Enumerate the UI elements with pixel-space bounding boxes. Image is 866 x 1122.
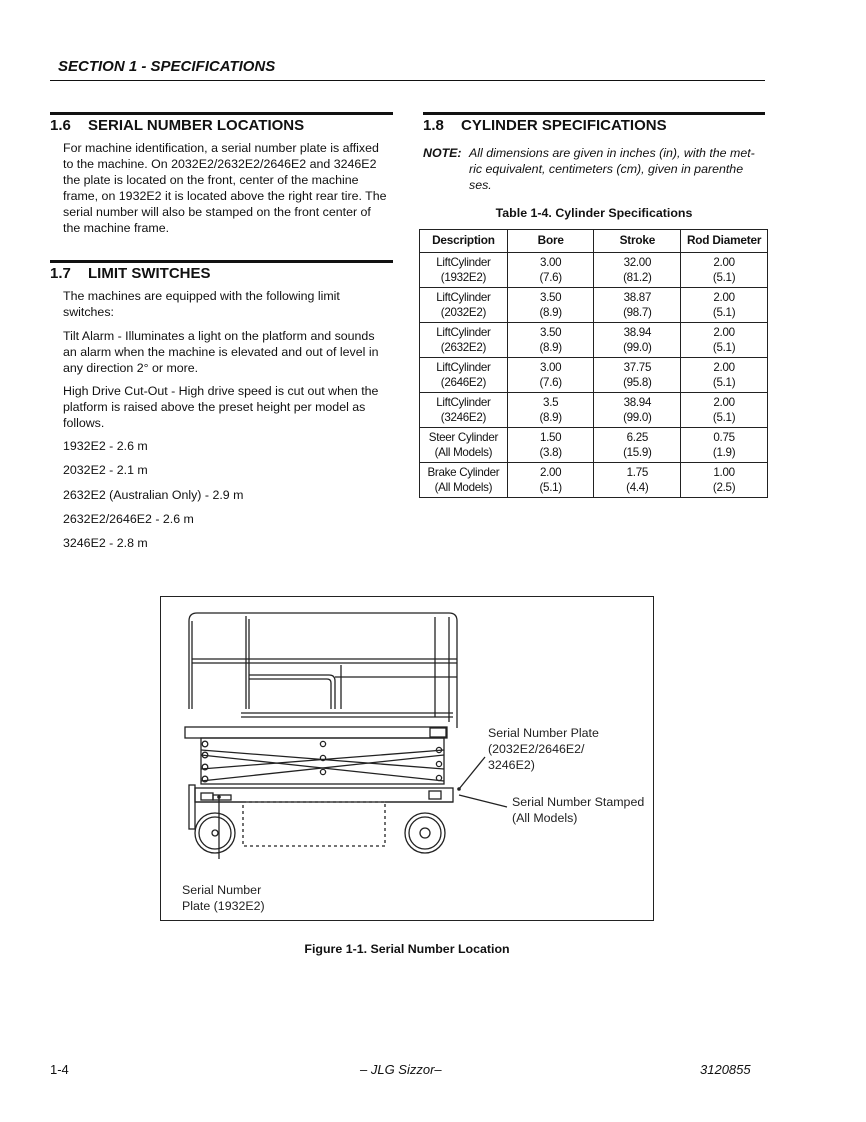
table-row	[420, 253, 768, 288]
label-line: (All Models)	[512, 811, 578, 825]
section-number: 1.8	[423, 117, 444, 134]
cell-line: (3.8)	[539, 446, 562, 459]
note-line: ric equivalent, centimeters (cm), given in parenthe	[469, 162, 744, 176]
cell-line: 37.75	[623, 360, 652, 374]
table-row	[420, 393, 768, 428]
section-1-6-rule	[50, 112, 393, 115]
column-header: Description	[420, 230, 508, 253]
cell-line: 3.50	[539, 325, 562, 339]
cell-line: LiftCylinder	[436, 360, 491, 374]
cell-line: 3.00	[539, 360, 562, 374]
section-title: LIMIT SWITCHES	[88, 265, 211, 282]
table-row	[420, 358, 768, 393]
stroke-cell	[594, 428, 681, 463]
cell-line: 32.00	[623, 255, 652, 269]
cell-line: (5.1)	[712, 271, 736, 284]
label-line: Serial Number Stamped	[512, 795, 645, 809]
cell-line: (8.9)	[539, 306, 562, 319]
body-line: frame, on 1932E2 it is located above the right rear tire. The	[63, 189, 387, 203]
body-line: For machine identification, a serial number plate is affixed	[63, 141, 379, 155]
column-header: Rod Diameter	[681, 230, 768, 253]
section-1-6-heading	[50, 117, 304, 134]
column-header: Stroke	[594, 230, 681, 253]
cell-line: (1932E2)	[440, 271, 487, 284]
cell-line: 2.00	[713, 290, 735, 304]
stroke-cell	[594, 358, 681, 393]
cell-line: 2.00	[539, 465, 562, 479]
stroke-cell	[594, 393, 681, 428]
bore-cell	[507, 323, 594, 358]
description-cell	[420, 323, 508, 358]
section-title: CYLINDER SPECIFICATIONS	[461, 117, 667, 134]
body-line: serial number will also be stamped on the front center of	[63, 205, 371, 219]
cell-line: (99.0)	[623, 341, 652, 354]
height-item: 2632E2/2646E2 - 2.6 m	[63, 512, 194, 526]
cell-line: (5.1)	[539, 481, 562, 494]
height-item: 2632E2 (Australian Only) - 2.9 m	[63, 488, 244, 502]
table-row	[420, 463, 768, 498]
stroke-cell	[594, 463, 681, 498]
height-item: 2032E2 - 2.1 m	[63, 463, 148, 477]
bore-cell	[507, 253, 594, 288]
body-line: the plate is located on the front, center of the machine	[63, 173, 359, 187]
body-line: platform is raised above the preset height per model as	[63, 400, 366, 414]
cell-line: (15.9)	[623, 446, 652, 459]
section-header: SECTION 1 - SPECIFICATIONS	[58, 58, 276, 75]
cell-line: (3246E2)	[440, 411, 487, 424]
scissor-arms	[201, 738, 444, 784]
cell-line: 0.75	[713, 430, 735, 444]
label-line: Serial Number Plate	[488, 726, 599, 740]
cell-line: (5.1)	[712, 306, 736, 319]
stroke-cell	[594, 323, 681, 358]
bore-cell	[507, 428, 594, 463]
cell-line: 6.25	[626, 430, 649, 444]
cell-line: 1.50	[539, 430, 562, 444]
cell-line: 38.94	[623, 325, 652, 339]
wheels	[195, 813, 445, 853]
cell-line: 38.94	[623, 395, 652, 409]
body-line: the machine frame.	[63, 221, 170, 235]
body-line: switches:	[63, 305, 114, 319]
cell-line: (5.1)	[712, 411, 736, 424]
cell-line: (8.9)	[539, 411, 562, 424]
cell-line: (4.4)	[626, 481, 649, 494]
cell-line: 38.87	[623, 290, 652, 304]
cell-line: 1.00	[713, 465, 735, 479]
body-line: any direction 2° or more.	[63, 361, 199, 375]
description-cell	[420, 428, 508, 463]
tilt-alarm-paragraph	[63, 328, 395, 376]
rod-diameter-cell	[681, 253, 768, 288]
rod-diameter-cell	[681, 393, 768, 428]
cell-line: Steer Cylinder	[428, 430, 499, 444]
figure-frame	[160, 596, 654, 921]
section-title: SERIAL NUMBER LOCATIONS	[88, 117, 305, 134]
body-line: to the machine. On 2032E2/2632E2/2646E2 and 3246E2	[63, 157, 377, 171]
cell-line: (All Models)	[434, 446, 493, 459]
rod-diameter-cell	[681, 323, 768, 358]
height-item: 3246E2 - 2.8 m	[63, 536, 148, 550]
body-line: follows.	[63, 416, 105, 430]
cell-line: (7.6)	[539, 376, 562, 389]
note	[423, 145, 768, 193]
section-number: 1.7	[50, 265, 71, 282]
platform-guardrail	[189, 613, 457, 728]
cell-line: LiftCylinder	[436, 325, 491, 339]
body-line: High Drive Cut-Out - High drive speed is cut out when the	[63, 384, 379, 398]
cell-line: 2.00	[713, 360, 735, 374]
cell-line: (7.6)	[539, 271, 562, 284]
cell-line: (5.1)	[712, 341, 736, 354]
chassis-frame	[189, 785, 453, 846]
note-label: NOTE:	[423, 146, 462, 160]
cell-line: 3.5	[543, 395, 559, 409]
cell-line: (95.8)	[623, 376, 652, 389]
cell-line: 2.00	[713, 325, 735, 339]
document-number: 3120855	[700, 1062, 751, 1077]
label-serial-plate	[488, 725, 599, 773]
bore-cell	[507, 288, 594, 323]
page-number: 1-4	[50, 1062, 69, 1077]
body-line: an alarm when the machine is elevated and out of level in	[63, 345, 379, 359]
cell-line: 3.00	[539, 255, 562, 269]
table-row	[420, 428, 768, 463]
description-cell	[420, 288, 508, 323]
cell-line: (2632E2)	[440, 341, 487, 354]
rod-diameter-cell	[681, 358, 768, 393]
bore-cell	[507, 358, 594, 393]
platform-deck	[185, 727, 447, 738]
cell-line: LiftCylinder	[436, 395, 491, 409]
table-row	[420, 323, 768, 358]
cell-line: (All Models)	[434, 481, 493, 494]
cell-line: (1.9)	[712, 446, 736, 459]
cell-line: (2032E2)	[440, 306, 487, 319]
limit-switches-intro	[63, 288, 395, 320]
table-caption: Table 1-4. Cylinder Specifications	[495, 206, 693, 220]
high-drive-paragraph	[63, 383, 395, 431]
label-line: Plate (1932E2)	[182, 899, 265, 913]
rod-diameter-cell	[681, 288, 768, 323]
bore-cell	[507, 463, 594, 498]
cell-line: 3.50	[539, 290, 562, 304]
stroke-cell	[594, 288, 681, 323]
description-cell	[420, 393, 508, 428]
label-line: 3246E2)	[488, 758, 535, 772]
cell-line: (98.7)	[623, 306, 652, 319]
cell-line: LiftCylinder	[436, 290, 491, 304]
cell-line: 2.00	[713, 395, 735, 409]
body-line: Tilt Alarm - Illuminates a light on the platform and sounds	[63, 329, 375, 343]
table-header-row	[420, 230, 768, 253]
cell-line: 1.75	[626, 465, 649, 479]
label-serial-plate-1932	[182, 882, 265, 914]
footer-title: – JLG Sizzor–	[360, 1062, 442, 1077]
cell-line: 2.00	[713, 255, 735, 269]
section-1-7-heading	[50, 265, 211, 282]
description-cell	[420, 358, 508, 393]
note-line: All dimensions are given in inches (in), with the met-	[469, 146, 755, 160]
cell-line: (8.9)	[539, 341, 562, 354]
section-1-7-rule	[50, 260, 393, 263]
note-line: ses.	[469, 178, 492, 192]
section-1-6-body	[63, 140, 395, 236]
cylinder-specifications-table	[419, 229, 768, 498]
cell-line: (2.5)	[712, 481, 736, 494]
section-1-8-rule	[423, 112, 765, 115]
bore-cell	[507, 393, 594, 428]
cell-line: (99.0)	[623, 411, 652, 424]
label-serial-stamped	[512, 794, 644, 826]
label-line: Serial Number	[182, 883, 262, 897]
description-cell	[420, 253, 508, 288]
figure-caption: Figure 1-1. Serial Number Location	[304, 942, 510, 956]
column-header: Bore	[507, 230, 594, 253]
description-cell	[420, 463, 508, 498]
label-line: (2032E2/2646E2/	[488, 742, 585, 756]
stroke-cell	[594, 253, 681, 288]
cell-line: (81.2)	[623, 271, 652, 284]
cell-line: LiftCylinder	[436, 255, 491, 269]
table-row	[420, 288, 768, 323]
cell-line: (5.1)	[712, 376, 736, 389]
height-item: 1932E2 - 2.6 m	[63, 439, 148, 453]
section-1-8-heading	[423, 117, 667, 134]
cell-line: (2646E2)	[440, 376, 487, 389]
section-number: 1.6	[50, 117, 71, 134]
header-rule	[50, 80, 765, 81]
rod-diameter-cell	[681, 463, 768, 498]
cell-line: Brake Cylinder	[427, 465, 500, 479]
rod-diameter-cell	[681, 428, 768, 463]
body-line: The machines are equipped with the following limit	[63, 289, 340, 303]
